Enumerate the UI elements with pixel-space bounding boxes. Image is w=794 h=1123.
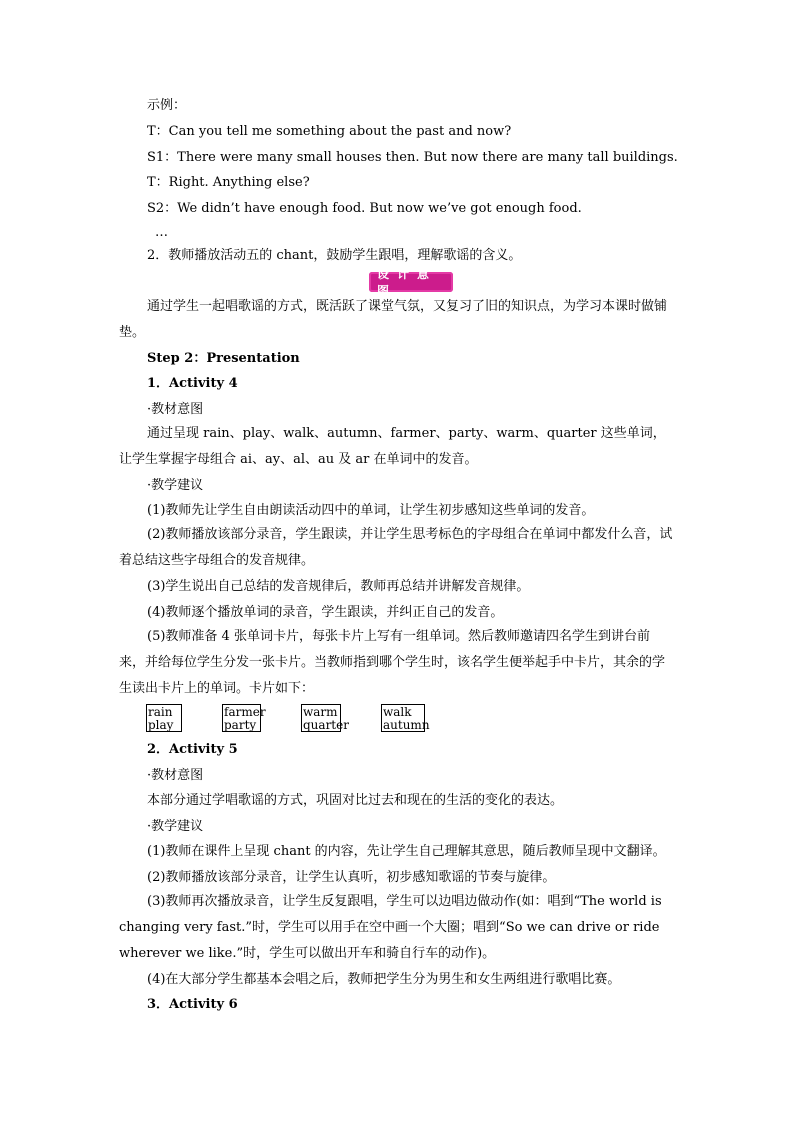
intent-paragraph: 通过学生一起唱歌谣的方式，既活跃了课堂气氛，又复习了旧的知识点，为学习本课时做铺垫。: [119, 299, 668, 340]
word-card: [222, 704, 266, 732]
advice-item: (3)教师再次播放录音，让学生反复跟唱，学生可以边唱边做动作(如：唱到“The world is changing very fast.”时，学生可以用手在空中画一个大圈；唱到“So we can drive or ride wherever we like.”时，学生可以做出开车和骑自行车的动作)。: [119, 894, 662, 961]
advice-item: (5)教师准备 4 张单词卡片，每张卡片上写有一组单词。然后教师邀请四名学生到讲台前来，并给每位学生分发一张卡片。当教师指到哪个学生时，该名学生便举起手中卡片，其余的学生读出卡片上的单词。卡片如下：: [119, 629, 666, 696]
card-word: rain: [148, 705, 173, 719]
advice-item: (3)学生说出自己总结的发音规律后，教师再总结并讲解发音规律。: [147, 579, 530, 594]
activity-heading: 1．Activity 4: [147, 376, 238, 391]
card-word: walk: [383, 705, 412, 719]
dialogue-line: T：Right. Anything else?: [147, 175, 310, 190]
badge-label: 设计意图: [377, 267, 438, 298]
activity-heading: 2．Activity 5: [147, 742, 238, 757]
advice-item: (4)在大部分学生都基本会唱之后，教师把学生分为男生和女生两组进行歌唱比赛。: [147, 972, 621, 987]
dialogue-line: T：Can you tell me something about the past and now?: [147, 124, 512, 139]
word-card: [381, 704, 430, 732]
card-word: warm: [303, 705, 338, 719]
activity-heading: 3．Activity 6: [147, 997, 238, 1012]
section-label: ·教学建议: [147, 478, 204, 493]
intent-paragraph: 通过呈现 rain、play、walk、autumn、farmer、party、warm、quarter 这些单词，让学生掌握字母组合 ai、ay、al、au 及 ar 在单词中的发音。: [119, 426, 666, 467]
advice-item: (2)教师播放该部分录音，学生跟读，并让学生思考标色的字母组合在单词中都发什么音，试着总结这些字母组合的发音规律。: [119, 527, 673, 568]
ellipsis: …: [155, 225, 168, 240]
card-word: party: [224, 718, 257, 732]
intent-paragraph: 本部分通过学唱歌谣的方式，巩固对比过去和现在的生活的变化的表达。: [147, 793, 564, 808]
design-intent-badge: [369, 267, 453, 298]
dialogue-line: S2：We didn’t have enough food. But now we’ve got enough food.: [147, 201, 582, 216]
card-word: autumn: [383, 718, 430, 732]
advice-item: (1)教师在课件上呈现 chant 的内容，先让学生自己理解其意思，随后教师呈现中文翻译。: [147, 844, 666, 859]
section-label: ·教材意图: [147, 402, 204, 417]
section-label: ·教学建议: [147, 819, 204, 834]
section-label: ·教材意图: [147, 768, 204, 783]
step-item: 2．教师播放活动五的 chant，鼓励学生跟唱，理解歌谣的含义。: [147, 248, 522, 263]
advice-item: (4)教师逐个播放单词的录音，学生跟读，并纠正自己的发音。: [147, 605, 504, 620]
step-heading: Step 2：Presentation: [147, 351, 300, 366]
word-card: [146, 704, 182, 732]
example-label: 示例：: [147, 98, 187, 113]
advice-item: (2)教师播放该部分录音，让学生认真听，初步感知歌谣的节奏与旋律。: [147, 870, 556, 885]
card-word: quarter: [303, 718, 349, 732]
card-word: farmer: [224, 705, 266, 719]
word-card: [301, 704, 349, 732]
card-word: play: [148, 718, 174, 732]
dialogue-line: S1：There were many small houses then. But now there are many tall buildings.: [147, 150, 678, 165]
advice-item: (1)教师先让学生自由朗读活动四中的单词，让学生初步感知这些单词的发音。: [147, 503, 595, 518]
